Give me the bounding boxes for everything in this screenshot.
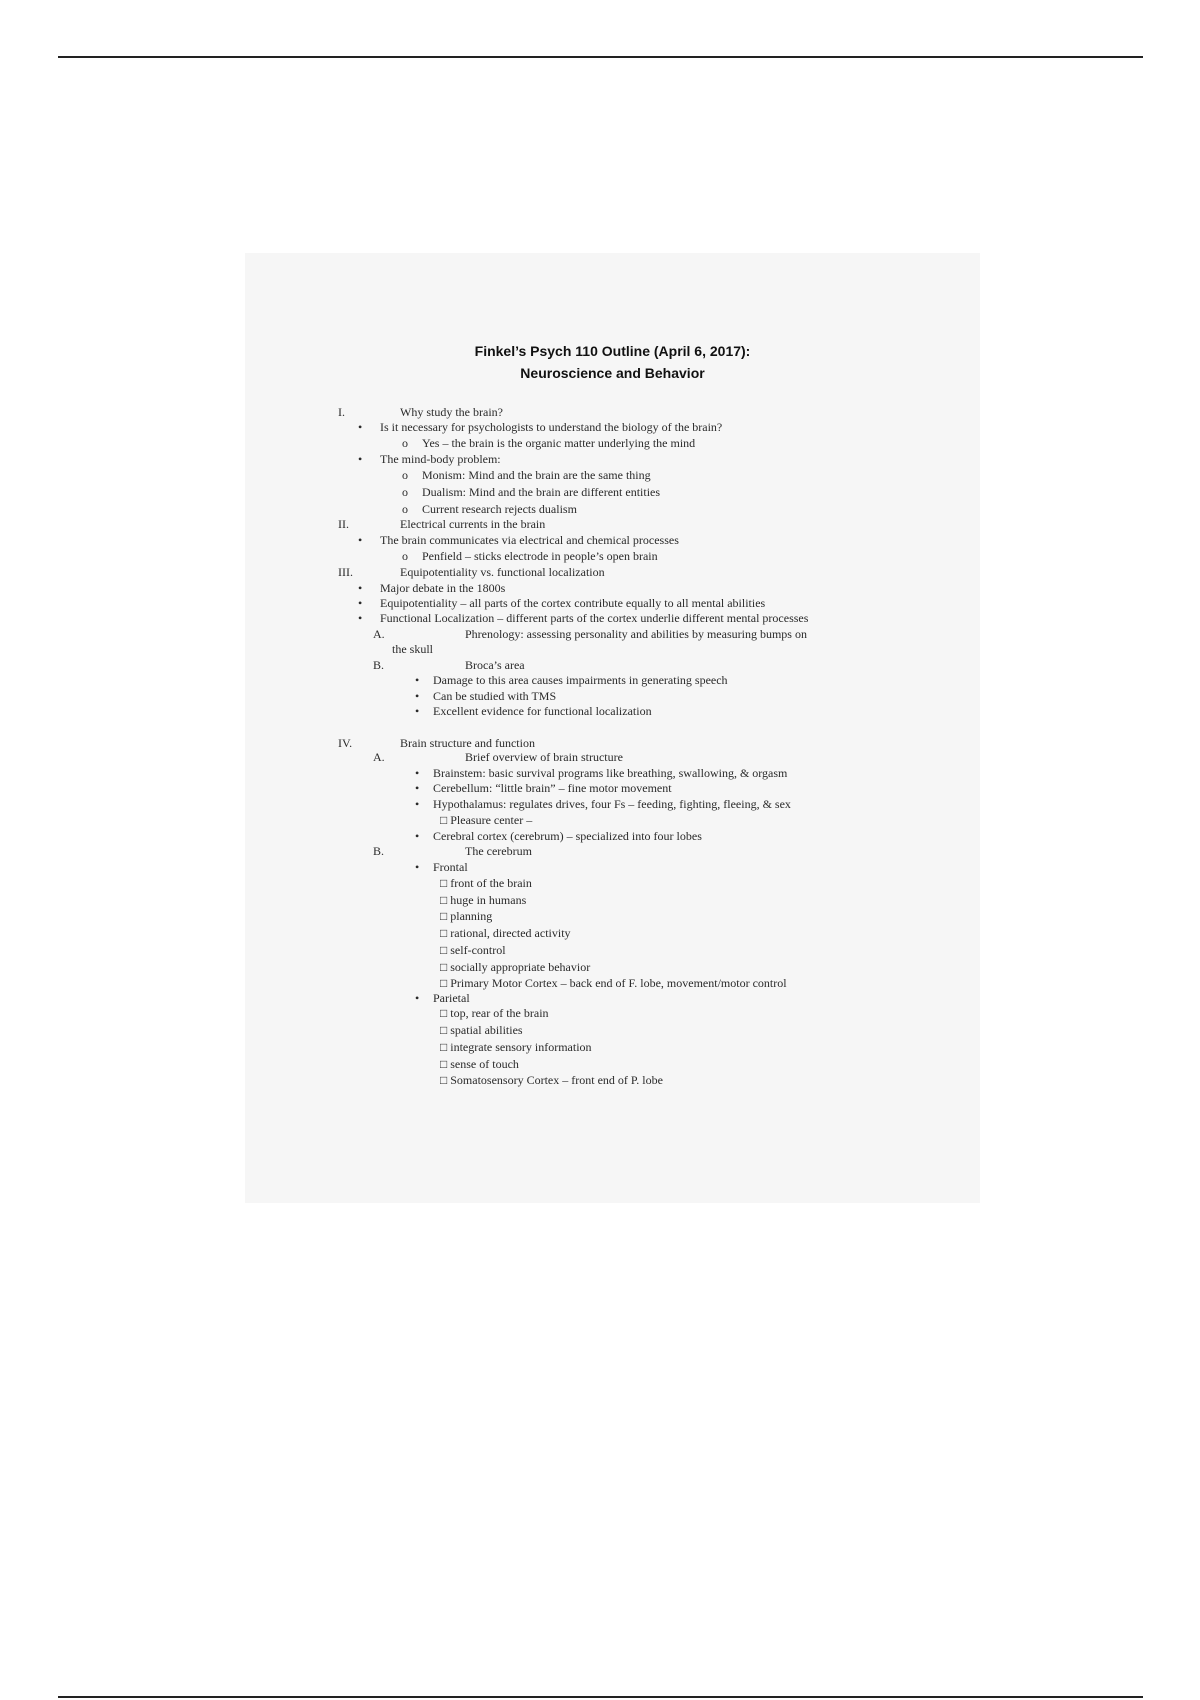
outline-line: Is it necessary for psychologists to understand the biology of the brain? bbox=[380, 420, 723, 434]
outline-line: □ front of the brain bbox=[440, 876, 532, 890]
outline-line: Brain structure and function bbox=[400, 736, 535, 750]
outline-line: Penfield – sticks electrode in people’s open brain bbox=[422, 549, 658, 563]
outline-marker: • bbox=[415, 797, 420, 811]
outline-line: Frontal bbox=[433, 860, 468, 874]
outline-marker: • bbox=[358, 611, 363, 625]
outline-line: □ top, rear of the brain bbox=[440, 1006, 549, 1020]
outline-marker: • bbox=[415, 704, 420, 718]
outline-line: Major debate in the 1800s bbox=[380, 581, 506, 595]
outline-line: the skull bbox=[392, 642, 433, 656]
outline-line: □ integrate sensory information bbox=[440, 1040, 592, 1054]
outline-line: The cerebrum bbox=[465, 844, 532, 858]
outline-marker: • bbox=[358, 533, 363, 547]
outline-line: Electrical currents in the brain bbox=[400, 517, 546, 531]
outline-line: Equipotentiality – all parts of the cortex contribute equally to all mental abilities bbox=[380, 596, 766, 610]
document-scan bbox=[245, 253, 980, 1203]
outline-line: □ huge in humans bbox=[440, 893, 527, 907]
outline-marker: • bbox=[415, 991, 420, 1005]
outline-line: Excellent evidence for functional localization bbox=[433, 704, 652, 718]
outline-marker: IV. bbox=[338, 736, 353, 750]
outline-line: Yes – the brain is the organic matter underlying the mind bbox=[422, 436, 696, 450]
outline-marker: o bbox=[402, 468, 408, 482]
outline-line: Cerebral cortex (cerebrum) – specialized into four lobes bbox=[433, 829, 702, 843]
outline-line: Hypothalamus: regulates drives, four Fs – feeding, fighting, fleeing, & sex bbox=[433, 797, 791, 811]
outline-marker: • bbox=[415, 673, 420, 687]
outline-line: □ spatial abilities bbox=[440, 1023, 523, 1037]
document-subtitle: Neuroscience and Behavior bbox=[520, 365, 705, 381]
outline-line: Broca’s area bbox=[465, 658, 525, 672]
outline-marker: • bbox=[358, 452, 363, 466]
outline-line: □ Primary Motor Cortex – back end of F. lobe, movement/motor control bbox=[440, 976, 787, 990]
outline-marker: • bbox=[358, 596, 363, 610]
outline-marker: • bbox=[358, 581, 363, 595]
outline-marker: • bbox=[415, 860, 420, 874]
outline-marker: o bbox=[402, 485, 408, 499]
outline-line: Functional Localization – different parts of the cortex underlie different mental processes bbox=[380, 611, 809, 625]
outline-line: Equipotentiality vs. functional localization bbox=[400, 565, 605, 579]
outline-marker: II. bbox=[338, 517, 349, 531]
outline-marker: • bbox=[358, 420, 363, 434]
outline-marker: • bbox=[415, 781, 420, 795]
outline-marker: • bbox=[415, 689, 420, 703]
outline-marker: o bbox=[402, 436, 408, 450]
outline-line: □ socially appropriate behavior bbox=[440, 960, 591, 974]
outline-line: Brief overview of brain structure bbox=[465, 750, 623, 764]
outline-marker: B. bbox=[373, 658, 385, 672]
outline-marker: A. bbox=[373, 750, 385, 764]
outline-marker: • bbox=[415, 829, 420, 843]
top-divider bbox=[58, 56, 1143, 58]
outline-marker: III. bbox=[338, 565, 353, 579]
outline-line: Phrenology: assessing personality and abilities by measuring bumps on bbox=[465, 627, 807, 641]
outline-line: Monism: Mind and the brain are the same thing bbox=[422, 468, 651, 482]
outline-line: Current research rejects dualism bbox=[422, 502, 577, 516]
outline-line: Parietal bbox=[433, 991, 470, 1005]
outline-marker: I. bbox=[338, 405, 345, 419]
outline-line: Why study the brain? bbox=[400, 405, 503, 419]
outline-marker: B. bbox=[373, 844, 385, 858]
outline-line: Can be studied with TMS bbox=[433, 689, 557, 703]
outline-line: The mind-body problem: bbox=[380, 452, 501, 466]
document-title: Finkel’s Psych 110 Outline (April 6, 2017): bbox=[474, 343, 751, 359]
outline-line: □ planning bbox=[440, 909, 493, 923]
outline-line: Cerebellum: “little brain” – fine motor movement bbox=[433, 781, 672, 795]
outline-marker: o bbox=[402, 549, 408, 563]
outline-line: Dualism: Mind and the brain are different entities bbox=[422, 485, 661, 499]
outline-marker: • bbox=[415, 766, 420, 780]
outline-marker: o bbox=[402, 502, 408, 516]
outline-line: Brainstem: basic survival programs like breathing, swallowing, & orgasm bbox=[433, 766, 788, 780]
outline-line: Damage to this area causes impairments in generating speech bbox=[433, 673, 728, 687]
outline-line: □ self-control bbox=[440, 943, 506, 957]
outline-line: □ sense of touch bbox=[440, 1057, 519, 1071]
outline-line: The brain communicates via electrical and chemical processes bbox=[380, 533, 679, 547]
outline-marker: A. bbox=[373, 627, 385, 641]
outline-line: □ Pleasure center – bbox=[440, 813, 533, 827]
outline-line: □ rational, directed activity bbox=[440, 926, 571, 940]
bottom-divider bbox=[58, 1696, 1143, 1698]
outline-line: □ Somatosensory Cortex – front end of P. lobe bbox=[440, 1073, 663, 1087]
